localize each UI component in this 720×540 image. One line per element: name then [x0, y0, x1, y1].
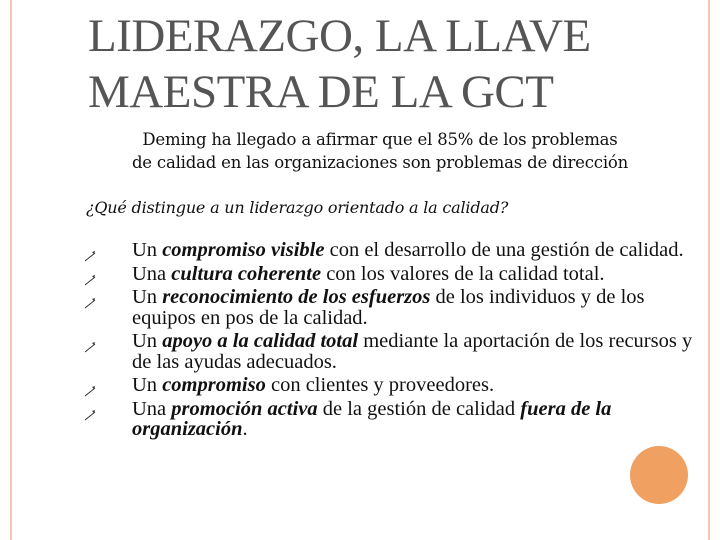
decorative-circle	[630, 446, 688, 504]
bullet-emphasis: compromiso visible	[162, 239, 325, 261]
quill-pen-icon	[84, 297, 96, 309]
bullet-pre: Un	[132, 286, 163, 308]
quill-pen-icon	[84, 341, 96, 353]
subtitle-line-2: de calidad en las organizaciones son problemas de dirección	[131, 153, 629, 172]
bullet-post-2: .	[242, 418, 248, 440]
subtitle-line-1: Deming ha llegado a afirmar que el 85% de los problemas	[142, 130, 618, 149]
title-line-1: LIDERAZGO, LA LLAVE	[88, 10, 591, 62]
bullet-item	[84, 331, 694, 372]
bullet-emphasis: promoción activa	[171, 397, 318, 420]
quill-pen-icon	[84, 274, 96, 286]
bullet-item	[84, 240, 694, 261]
bullet-post: con clientes y proveedores.	[265, 374, 495, 396]
bullet-pre: Una	[132, 262, 172, 285]
bullet-post: de los individuos y de los equipos en pos de la calidad.	[132, 286, 645, 329]
bullet-pre: Una	[132, 397, 172, 420]
title-line-2: MAESTRA DE LA GCT	[88, 66, 554, 118]
bullet-post: con el desarrollo de una gestión de calidad.	[324, 239, 684, 261]
quill-pen-icon	[84, 385, 96, 397]
bullet-post: de la gestión de calidad	[317, 397, 521, 420]
bullet-emphasis: apoyo a la calidad total	[162, 330, 359, 352]
quill-pen-icon	[84, 409, 96, 421]
subtitle-quote	[130, 128, 630, 174]
bullet-post: mediante la aportación de los recursos y de las ayudas adecuados.	[132, 330, 693, 373]
quill-pen-icon	[84, 250, 96, 262]
bullet-emphasis-2: fuera de la organización	[132, 397, 612, 440]
bullet-pre: Un	[132, 239, 163, 261]
bullet-item	[84, 264, 694, 285]
bullet-item	[84, 375, 694, 396]
bullet-post: con los valores de la calidad total.	[321, 262, 605, 285]
slide-title	[88, 8, 688, 120]
bullet-list	[84, 240, 694, 440]
bullet-item	[84, 399, 694, 440]
bullet-pre: Un	[132, 374, 163, 396]
bullet-emphasis: cultura coherente	[171, 262, 322, 285]
bullet-pre: Un	[132, 330, 163, 352]
question-heading: ¿Qué distingue a un liderazgo orientado a la calidad?	[86, 198, 509, 217]
bullet-emphasis: compromiso	[162, 374, 266, 396]
bullet-emphasis: reconocimiento de los esfuerzos	[162, 286, 431, 308]
bullet-item	[84, 287, 694, 328]
